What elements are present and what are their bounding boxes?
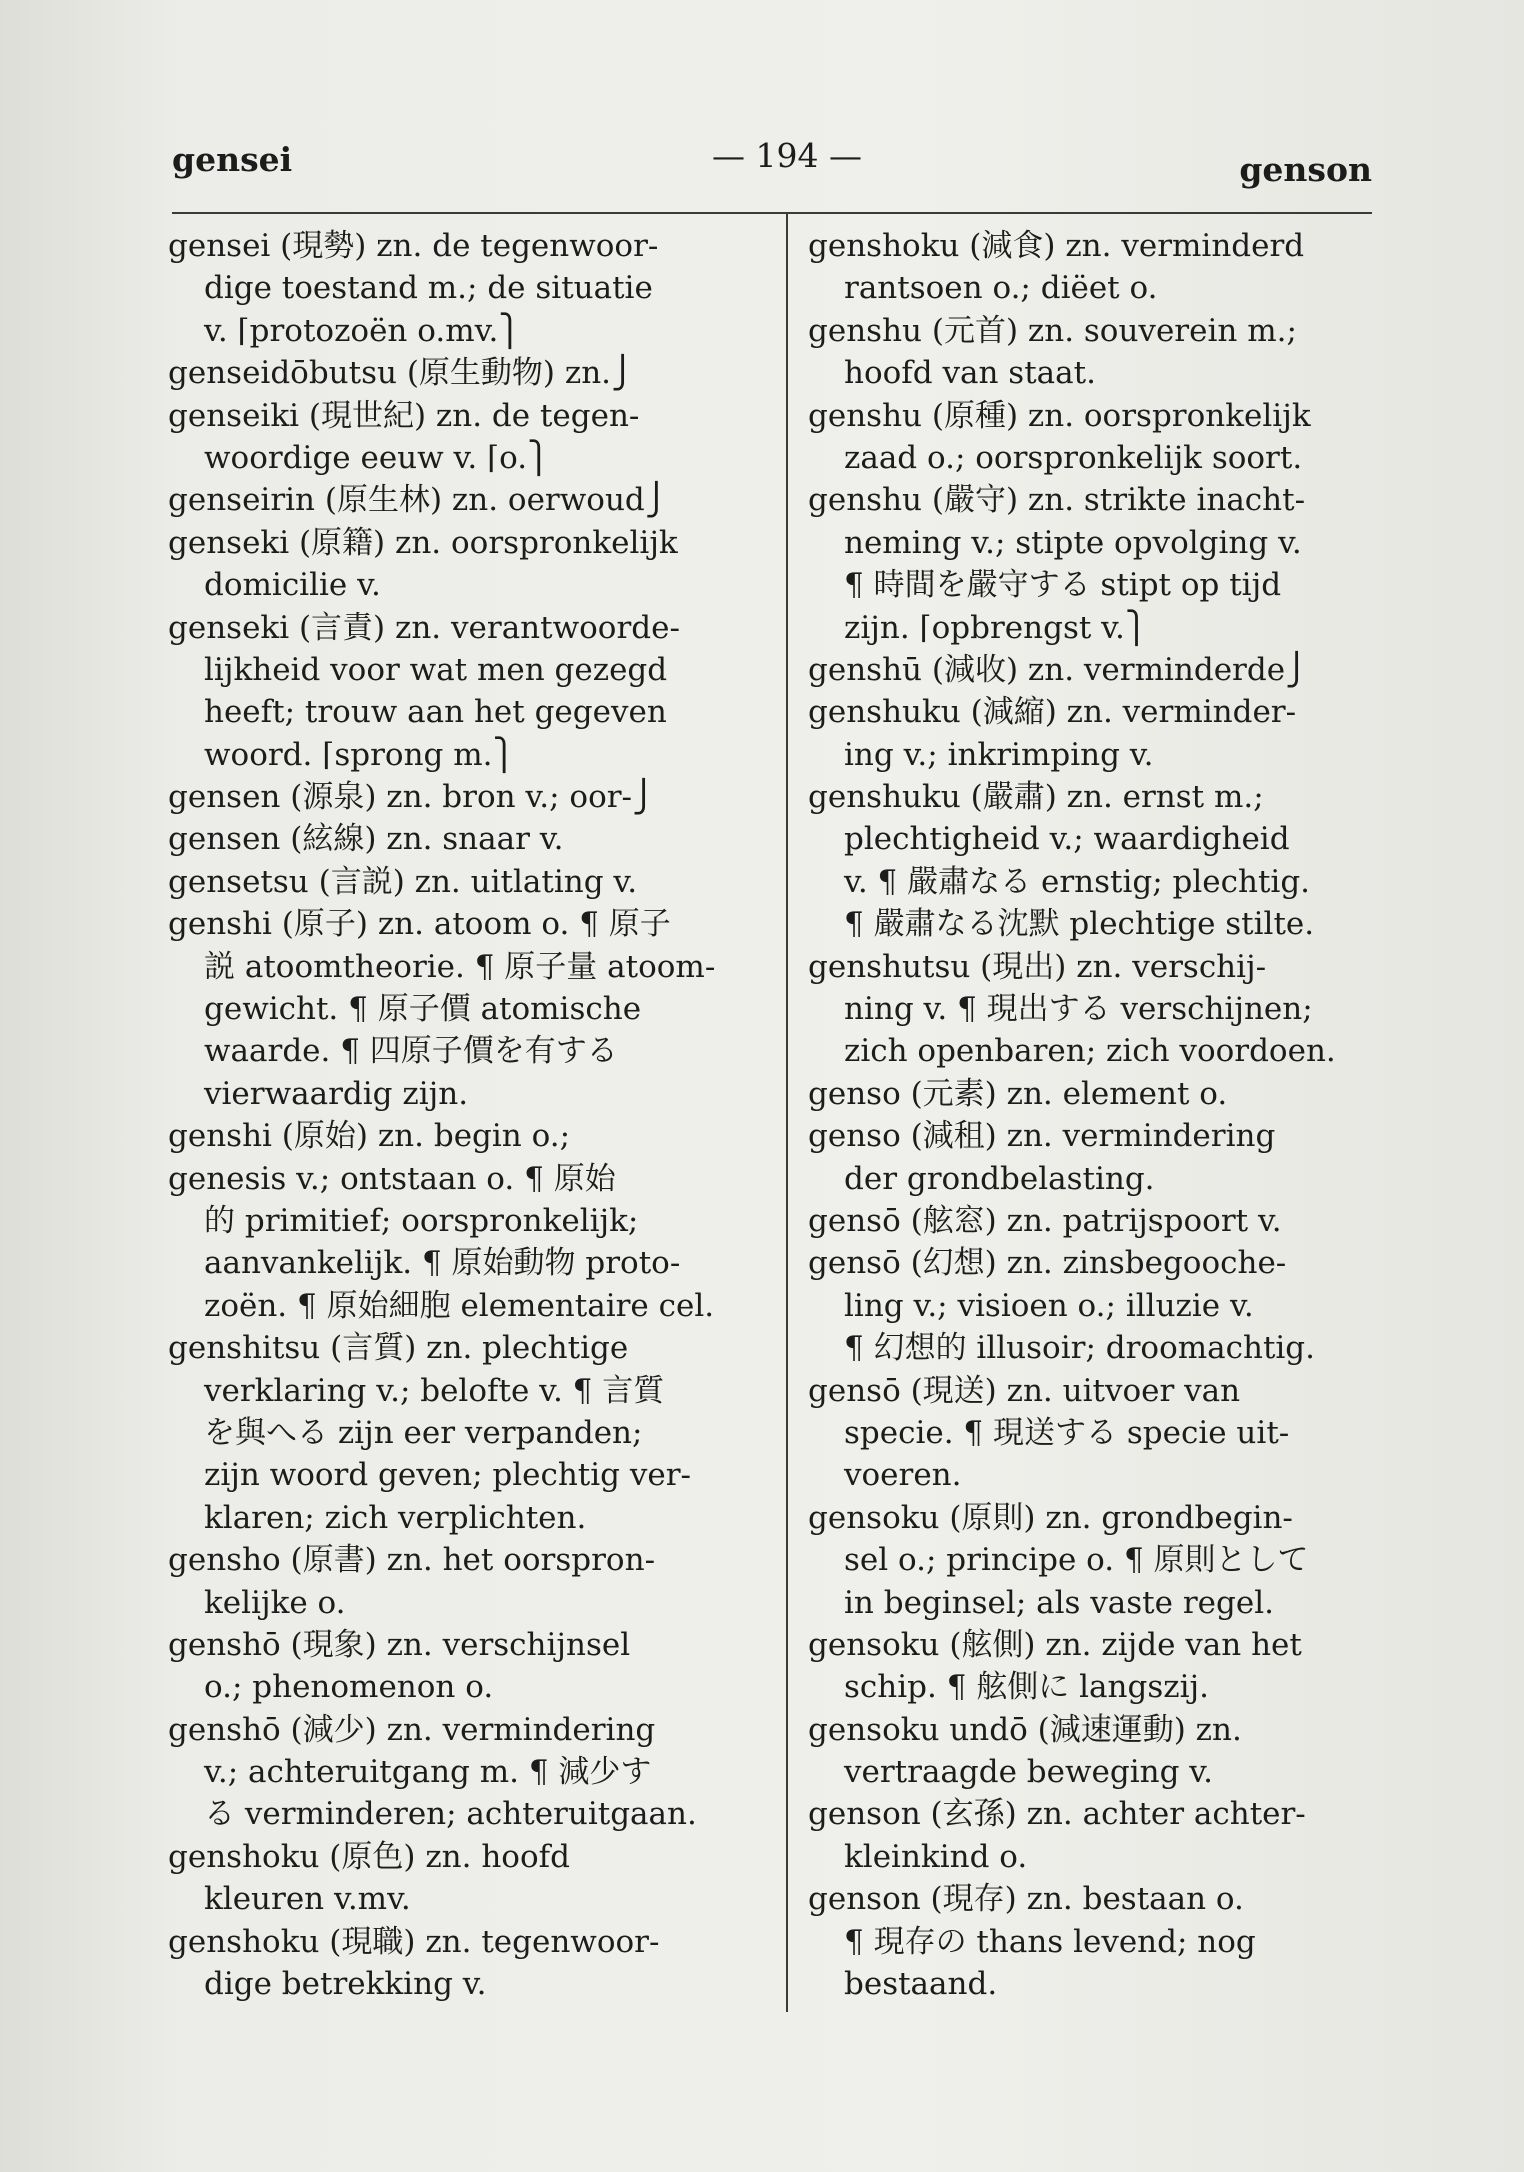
column-divider bbox=[786, 212, 788, 2012]
left-guide-word: gensei bbox=[172, 140, 293, 179]
dictionary-entry bbox=[808, 1370, 1408, 1497]
entry-line: gensō (舷窓) zn. patrijspoort v. bbox=[808, 1202, 1282, 1239]
entry-line: gensoku (原則) zn. grondbegin- bbox=[808, 1499, 1293, 1536]
dictionary-entry bbox=[808, 479, 1408, 691]
dictionary-entry bbox=[808, 1793, 1408, 1878]
entry-line: genesis v.; ontstaan o. ¶ 原始 bbox=[168, 1160, 616, 1197]
entry-line: genshi (原始) zn. begin o.; bbox=[168, 1118, 571, 1155]
entry-line: der grondbelasting. bbox=[844, 1160, 1155, 1197]
entry-line: genshō (現象) zn. verschijnsel bbox=[168, 1626, 631, 1663]
entry-line: kleuren v.mv. bbox=[204, 1881, 411, 1918]
entry-line: vertraagde beweging v. bbox=[844, 1754, 1213, 1791]
entry-line: verklaring v.; belofte v. ¶ 言質 bbox=[204, 1372, 665, 1409]
entry-line: genson (玄孫) zn. achter achter- bbox=[808, 1796, 1306, 1833]
entry-line: genso (減租) zn. vermindering bbox=[808, 1118, 1276, 1155]
entry-line: gensoku undō (減速運動) zn. bbox=[808, 1711, 1242, 1748]
dictionary-entry bbox=[168, 1921, 768, 2006]
entry-line: gensei (現勢) zn. de tegenwoor- bbox=[168, 228, 659, 264]
dictionary-entry bbox=[168, 225, 768, 395]
entry-line: genshō (減少) zn. vermindering bbox=[168, 1711, 656, 1748]
entry-line: ¶ 嚴肅なる沈默 plechtige stilte. bbox=[844, 906, 1315, 943]
entry-line: v. ¶ 嚴肅なる ernstig; plechtig. bbox=[844, 863, 1311, 900]
entry-line: 説 atoomtheorie. ¶ 原子量 atoom- bbox=[204, 948, 716, 985]
dictionary-entry bbox=[808, 310, 1408, 395]
dictionary-entry bbox=[808, 225, 1408, 310]
entry-line: genseirin (原生林) zn. oerwoud⎭ bbox=[168, 482, 669, 519]
entry-line: 的 primitief; oorspronkelijk; bbox=[204, 1202, 639, 1239]
dictionary-entry bbox=[808, 1624, 1408, 1709]
entry-line: zijn. ⌈opbrengst v.⎫ bbox=[844, 609, 1149, 646]
entry-line: ¶ 現存の thans levend; nog bbox=[844, 1923, 1256, 1960]
entry-line: hoofd van staat. bbox=[844, 355, 1096, 392]
dictionary-entry bbox=[168, 607, 768, 819]
entry-line: v. ⌈protozoën o.mv.⎫ bbox=[204, 312, 522, 349]
entry-line: o.; phenomenon o. bbox=[204, 1669, 494, 1706]
dictionary-entry bbox=[808, 1242, 1408, 1369]
entry-line: genso (元素) zn. element o. bbox=[808, 1075, 1228, 1112]
entry-line: genshu (嚴守) zn. strikte inacht- bbox=[808, 482, 1306, 519]
dictionary-entry bbox=[168, 1327, 768, 1539]
dictionary-entry bbox=[808, 1115, 1408, 1200]
entry-line: gensetsu (言説) zn. uitlating v. bbox=[168, 863, 638, 900]
entry-line: v.; achteruitgang m. ¶ 減少す bbox=[204, 1754, 652, 1791]
entry-line: specie. ¶ 現送する specie uit- bbox=[844, 1414, 1290, 1451]
entry-line: sel o.; principe o. ¶ 原則として bbox=[844, 1542, 1309, 1579]
dictionary-entry bbox=[168, 1624, 768, 1709]
entry-line: genshutsu (現出) zn. verschij- bbox=[808, 948, 1267, 985]
entry-line: を與へる zijn eer verpanden; bbox=[204, 1414, 643, 1451]
entry-line: gewicht. ¶ 原子價 atomische bbox=[204, 991, 642, 1028]
entry-line: neming v.; stipte opvolging v. bbox=[844, 524, 1302, 561]
right-column bbox=[808, 225, 1408, 2005]
dictionary-entry bbox=[168, 818, 768, 860]
entry-line: schip. ¶ 舷側に langszij. bbox=[844, 1669, 1209, 1706]
entry-line: woord. ⌈sprong m.⎫ bbox=[204, 736, 516, 773]
dictionary-entry bbox=[808, 1073, 1408, 1115]
entry-line: voeren. bbox=[844, 1457, 962, 1494]
entry-line: genshu (元首) zn. souverein m.; bbox=[808, 312, 1297, 349]
dictionary-entry bbox=[168, 1836, 768, 1921]
entry-line: genseki (原籍) zn. oorspronkelijk bbox=[168, 524, 678, 561]
entry-line: zoën. ¶ 原始細胞 elementaire cel. bbox=[204, 1287, 715, 1324]
entry-line: ing v.; inkrimping v. bbox=[844, 736, 1154, 773]
entry-line: genshi (原子) zn. atoom o. ¶ 原子 bbox=[168, 906, 671, 943]
entry-line: ¶ 幻想的 illusoir; droomachtig. bbox=[844, 1330, 1316, 1367]
entry-line: genshuku (減縮) zn. verminder- bbox=[808, 694, 1297, 731]
dictionary-entry bbox=[808, 946, 1408, 1073]
dictionary-entry bbox=[808, 1497, 1408, 1624]
entry-line: gensō (現送) zn. uitvoer van bbox=[808, 1372, 1241, 1409]
entry-line: kleinkind o. bbox=[844, 1838, 1028, 1875]
dictionary-entry bbox=[168, 522, 768, 607]
right-guide-word: genson bbox=[1239, 150, 1372, 189]
entry-line: lijkheid voor wat men gezegd bbox=[204, 651, 668, 688]
entry-line: in beginsel; als vaste regel. bbox=[844, 1584, 1274, 1621]
entry-line: genshuku (嚴肅) zn. ernst m.; bbox=[808, 779, 1264, 816]
entry-line: waarde. ¶ 四原子價を有する bbox=[204, 1033, 618, 1070]
entry-line: る verminderen; achteruitgaan. bbox=[204, 1796, 697, 1833]
entry-line: genson (現存) zn. bestaan o. bbox=[808, 1881, 1244, 1918]
dictionary-entry bbox=[168, 1115, 768, 1327]
page-header bbox=[172, 136, 1372, 189]
entry-line: aanvankelijk. ¶ 原始動物 proto- bbox=[204, 1245, 681, 1282]
dictionary-entry bbox=[808, 1709, 1408, 1794]
dictionary-entry bbox=[168, 861, 768, 903]
left-column bbox=[168, 225, 768, 2005]
dictionary-entry bbox=[168, 395, 768, 522]
entry-line: genshoku (減食) zn. verminderd bbox=[808, 228, 1305, 264]
entry-line: domicilie v. bbox=[204, 567, 381, 604]
dictionary-entry bbox=[808, 776, 1408, 946]
entry-line: genshū (減收) zn. verminderde⎭ bbox=[808, 651, 1309, 688]
dictionary-entry bbox=[808, 691, 1408, 776]
dictionary-entry bbox=[168, 1709, 768, 1836]
entry-line: kelijke o. bbox=[204, 1584, 346, 1621]
entry-line: zich openbaren; zich voordoen. bbox=[844, 1033, 1336, 1070]
dictionary-entry bbox=[808, 1200, 1408, 1242]
entry-line: woordige eeuw v. ⌈o.⎫ bbox=[204, 439, 551, 476]
entry-line: dige toestand m.; de situatie bbox=[204, 270, 653, 307]
entry-line: zaad o.; oorspronkelijk soort. bbox=[844, 439, 1303, 476]
dictionary-entry bbox=[808, 1878, 1408, 2005]
dictionary-entry bbox=[168, 903, 768, 1115]
page-number: — 194 — bbox=[712, 136, 862, 175]
entry-line: genseidōbutsu (原生動物) zn.⎭ bbox=[168, 355, 635, 392]
entry-line: heeft; trouw aan het gegeven bbox=[204, 694, 667, 731]
entry-line: vierwaardig zijn. bbox=[204, 1075, 469, 1112]
entry-line: genshoku (原色) zn. hoofd bbox=[168, 1838, 570, 1875]
entry-line: klaren; zich verplichten. bbox=[204, 1499, 587, 1536]
entry-line: zijn woord geven; plechtig ver- bbox=[204, 1457, 692, 1494]
entry-line: gensen (源泉) zn. bron v.; oor-⎭ bbox=[168, 779, 656, 816]
entry-line: gensho (原書) zn. het oorspron- bbox=[168, 1542, 656, 1579]
entry-line: gensen (絃線) zn. snaar v. bbox=[168, 821, 564, 858]
entry-line: genshoku (現職) zn. tegenwoor- bbox=[168, 1923, 660, 1960]
entry-line: genshitsu (言質) zn. plechtige bbox=[168, 1330, 629, 1367]
entry-line: ning v. ¶ 現出する verschijnen; bbox=[844, 991, 1313, 1028]
header-rule bbox=[172, 212, 1372, 214]
entry-line: ¶ 時間を嚴守する stipt op tijd bbox=[844, 567, 1282, 604]
entry-line: genseki (言責) zn. verantwoorde- bbox=[168, 609, 680, 646]
entry-line: rantsoen o.; diëet o. bbox=[844, 270, 1158, 307]
dictionary-entry bbox=[808, 395, 1408, 480]
entry-line: plechtigheid v.; waardigheid bbox=[844, 821, 1290, 858]
entry-line: dige betrekking v. bbox=[204, 1966, 487, 2003]
entry-line: gensoku (舷側) zn. zijde van het bbox=[808, 1626, 1302, 1663]
entry-line: bestaand. bbox=[844, 1966, 998, 2003]
entry-line: genshu (原種) zn. oorspronkelijk bbox=[808, 397, 1311, 434]
entry-line: ling v.; visioen o.; illuzie v. bbox=[844, 1287, 1254, 1324]
entry-line: genseiki (現世紀) zn. de tegen- bbox=[168, 397, 640, 434]
entry-line: gensō (幻想) zn. zinsbegooche- bbox=[808, 1245, 1287, 1282]
dictionary-entry bbox=[168, 1539, 768, 1624]
